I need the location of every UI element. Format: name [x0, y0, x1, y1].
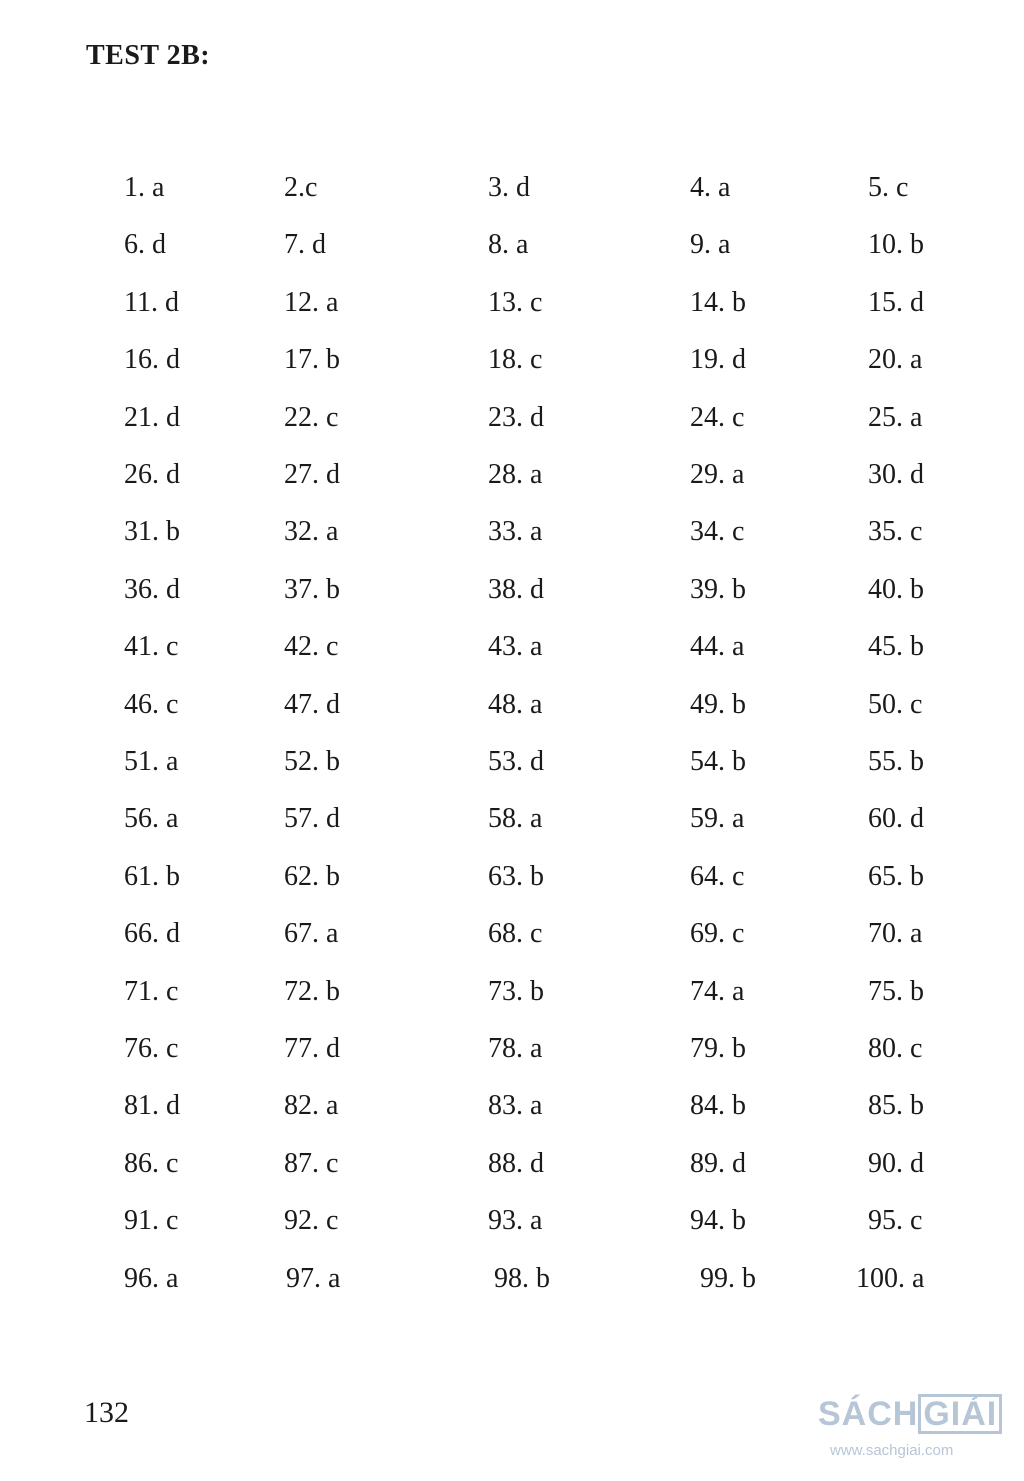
answer-item: 53. d: [488, 746, 544, 777]
answer-item: 100. a: [856, 1262, 925, 1294]
answer-item: 90. d: [868, 1147, 924, 1179]
answer-item: 42. c: [284, 631, 339, 663]
answer-item: 20. a: [868, 344, 923, 376]
answer-item: 88. d: [488, 1147, 544, 1179]
answer-item: 28. a: [488, 459, 543, 490]
answer-item: 6. d: [124, 229, 166, 261]
answer-row: [0, 283, 1024, 323]
answer-item: 97. a: [286, 1262, 341, 1294]
answer-item: 4. a: [690, 172, 731, 203]
answer-item: 51. a: [124, 746, 179, 777]
answer-item: 74. a: [690, 975, 745, 1007]
answer-row: [0, 1029, 1024, 1069]
answer-item: 7. d: [284, 229, 326, 261]
answer-item: 82. a: [284, 1090, 339, 1122]
answer-row: [0, 972, 1024, 1012]
answer-item: 66. d: [124, 918, 180, 950]
answer-item: 67. a: [284, 918, 339, 950]
answer-row: [0, 570, 1024, 610]
answer-item: 18. c: [488, 344, 543, 376]
answer-row: [0, 742, 1024, 782]
answer-item: 31. b: [124, 516, 180, 548]
answer-item: 3. d: [488, 172, 530, 203]
answer-item: 95. c: [868, 1205, 923, 1237]
answer-row: [0, 914, 1024, 954]
answer-item: 5. c: [868, 172, 909, 203]
answer-item: 69. c: [690, 918, 745, 950]
answer-row: [0, 340, 1024, 380]
answer-item: 38. d: [488, 573, 544, 605]
watermark-brand-right: GIẢI: [918, 1394, 1002, 1434]
answer-item: 62. b: [284, 860, 340, 892]
answer-item: 26. d: [124, 459, 180, 490]
answer-row: [0, 799, 1024, 839]
answer-item: 96. a: [124, 1262, 179, 1294]
answer-item: 89. d: [690, 1147, 746, 1179]
answer-item: 63. b: [488, 860, 544, 892]
answer-item: 52. b: [284, 746, 340, 777]
answer-row: [0, 685, 1024, 725]
watermark-logo: [818, 1394, 1002, 1434]
answer-row: [0, 512, 1024, 552]
answer-item: 37. b: [284, 573, 340, 605]
answer-item: 34. c: [690, 516, 745, 548]
answer-item: 47. d: [284, 688, 340, 720]
answer-item: 43. a: [488, 631, 543, 663]
answer-item: 10. b: [868, 229, 924, 261]
answer-row: [0, 225, 1024, 265]
page-title: TEST 2B:: [86, 40, 211, 71]
answer-item: 33. a: [488, 516, 543, 548]
watermark-brand-left: SÁCH: [818, 1395, 919, 1433]
answer-row: [0, 168, 1024, 208]
answer-item: 99. b: [700, 1262, 756, 1294]
answer-item: 60. d: [868, 803, 924, 835]
answer-item: 21. d: [124, 401, 180, 433]
answer-item: 19. d: [690, 344, 746, 376]
answer-row: [0, 857, 1024, 897]
answer-item: 77. d: [284, 1033, 340, 1064]
answer-item: 55. b: [868, 746, 924, 777]
answer-item: 70. a: [868, 918, 923, 950]
answer-item: 15. d: [868, 286, 924, 318]
answer-item: 36. d: [124, 573, 180, 605]
answer-item: 78. a: [488, 1033, 543, 1064]
answer-item: 48. a: [488, 688, 543, 720]
page-number: 132: [84, 1396, 129, 1429]
answer-item: 84. b: [690, 1090, 746, 1122]
answer-item: 83. a: [488, 1090, 543, 1122]
answer-item: 27. d: [284, 459, 340, 490]
answer-item: 8. a: [488, 229, 529, 261]
answer-item: 35. c: [868, 516, 923, 548]
answer-item: 30. d: [868, 459, 924, 490]
answer-item: 72. b: [284, 975, 340, 1007]
answer-item: 12. a: [284, 286, 339, 318]
answer-item: 24. c: [690, 401, 745, 433]
answer-item: 98. b: [494, 1262, 550, 1294]
answer-item: 50. c: [868, 688, 923, 720]
answer-item: 93. a: [488, 1205, 543, 1237]
answer-item: 64. c: [690, 860, 745, 892]
answer-item: 44. a: [690, 631, 745, 663]
watermark: [818, 1394, 1018, 1474]
answer-item: 85. b: [868, 1090, 924, 1122]
answer-item: 45. b: [868, 631, 924, 663]
answer-item: 57. d: [284, 803, 340, 835]
answer-item: 75. b: [868, 975, 924, 1007]
answer-item: 71. c: [124, 975, 179, 1007]
answer-item: 73. b: [488, 975, 544, 1007]
answer-item: 86. c: [124, 1147, 179, 1179]
answer-item: 49. b: [690, 688, 746, 720]
answer-item: 91. c: [124, 1205, 179, 1237]
answer-item: 54. b: [690, 746, 746, 777]
answer-item: 9. a: [690, 229, 731, 261]
answer-item: 81. d: [124, 1090, 180, 1122]
answer-item: 94. b: [690, 1205, 746, 1237]
answer-item: 87. c: [284, 1147, 339, 1179]
answer-item: 79. b: [690, 1033, 746, 1064]
answer-item: 22. c: [284, 401, 339, 433]
answer-item: 25. a: [868, 401, 923, 433]
answer-item: 1. a: [124, 172, 165, 203]
answer-item: 76. c: [124, 1033, 179, 1064]
answer-item: 68. c: [488, 918, 543, 950]
answer-item: 23. d: [488, 401, 544, 433]
answer-row: [0, 1259, 1024, 1299]
answer-item: 29. a: [690, 459, 745, 490]
answer-item: 46. c: [124, 688, 179, 720]
answer-item: 11. d: [124, 286, 179, 318]
answer-item: 41. c: [124, 631, 179, 663]
answer-row: [0, 1086, 1024, 1126]
answer-item: 59. a: [690, 803, 745, 835]
answer-row: [0, 627, 1024, 667]
answer-row: [0, 398, 1024, 438]
answer-item: 32. a: [284, 516, 339, 548]
answer-row: [0, 455, 1024, 495]
answer-item: 17. b: [284, 344, 340, 376]
answer-item: 61. b: [124, 860, 180, 892]
answer-item: 56. a: [124, 803, 179, 835]
watermark-url: www.sachgiai.com: [830, 1442, 954, 1459]
answer-item: 2.c: [284, 172, 318, 203]
answer-item: 13. c: [488, 286, 543, 318]
answer-item: 16. d: [124, 344, 180, 376]
answer-item: 39. b: [690, 573, 746, 605]
answer-item: 58. a: [488, 803, 543, 835]
answer-item: 80. c: [868, 1033, 923, 1064]
answer-item: 14. b: [690, 286, 746, 318]
answer-row: [0, 1201, 1024, 1241]
answer-row: [0, 1144, 1024, 1184]
answer-item: 40. b: [868, 573, 924, 605]
answer-item: 92. c: [284, 1205, 339, 1237]
answer-item: 65. b: [868, 860, 924, 892]
